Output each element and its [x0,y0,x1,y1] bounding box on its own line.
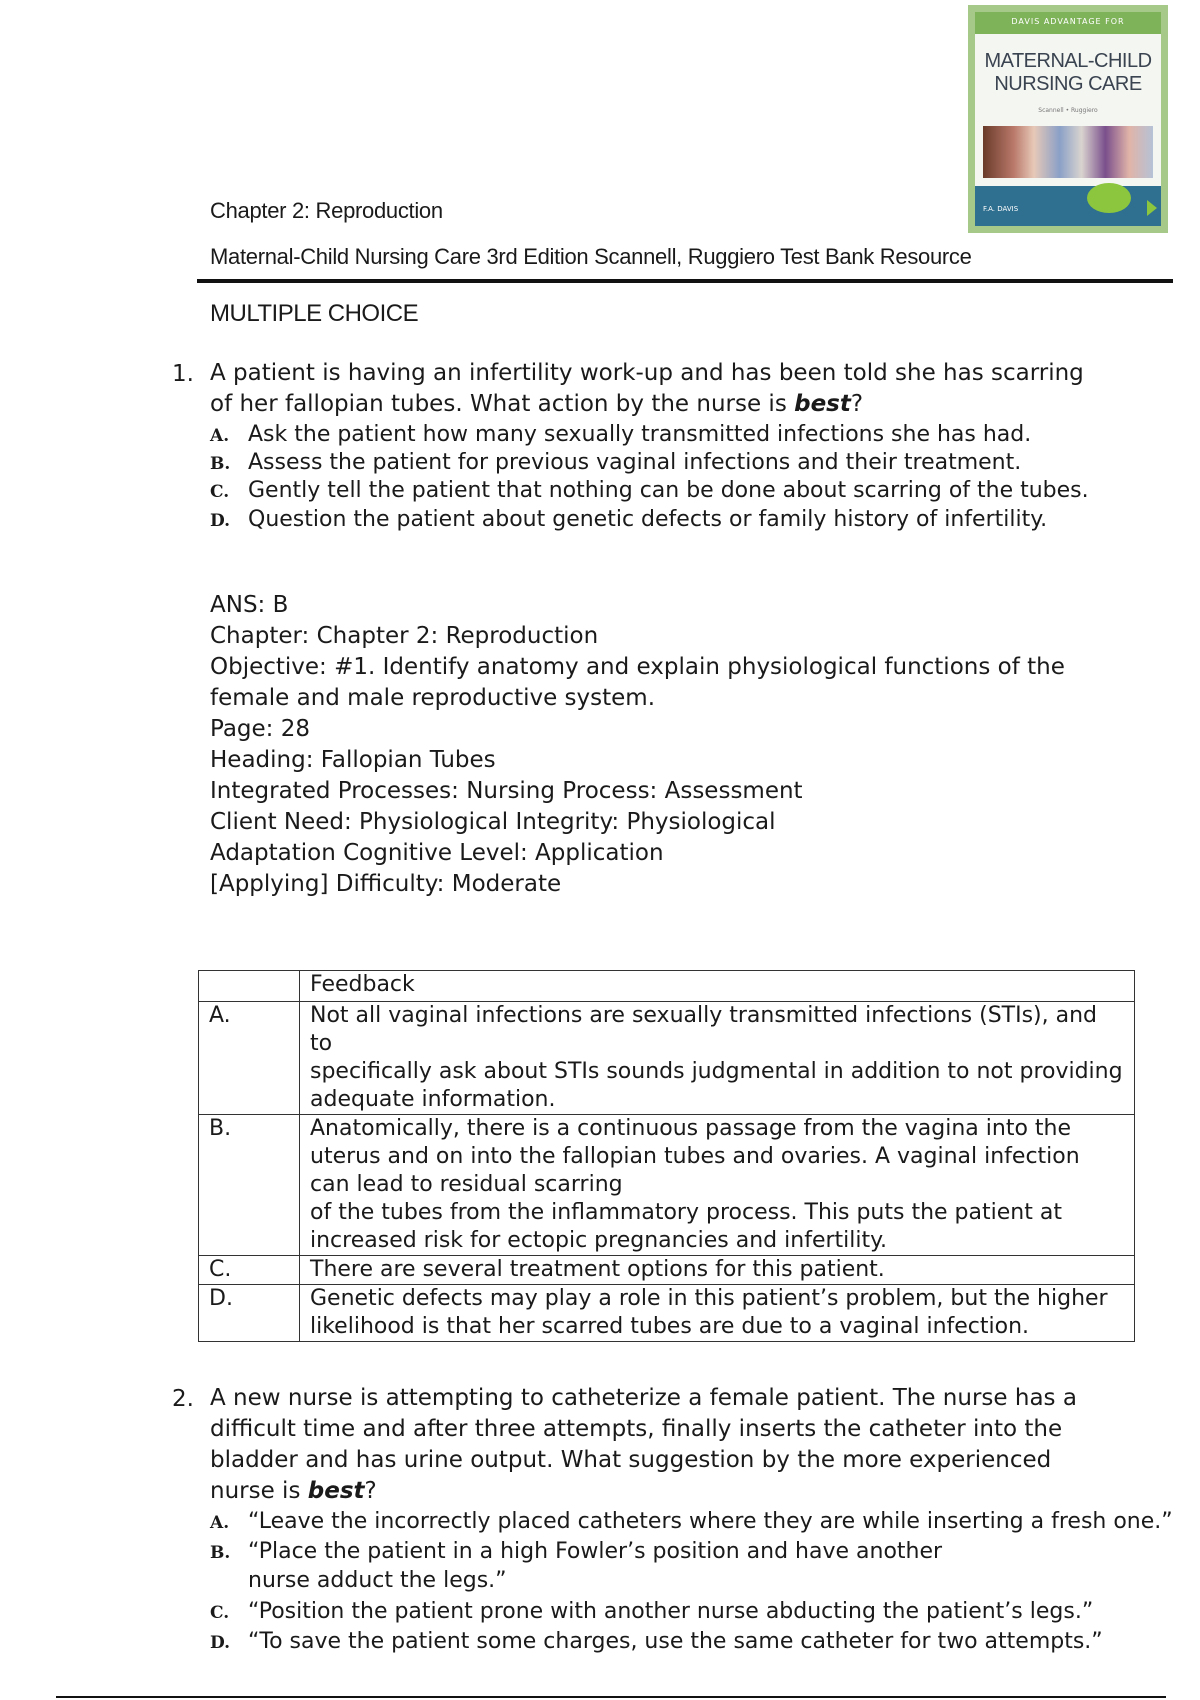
option-text: “Position the patient prone with another nurse abducting the patient’s legs.” [248,1599,1094,1624]
meta-objective-line1: Objective: #1. Identify anatomy and explain physiological functions of the [210,654,1065,680]
feedback-text [300,1285,1135,1342]
feedback-header: Feedback [300,971,1135,1002]
cover-series: DAVIS ADVANTAGE FOR [1011,17,1125,26]
feedback-line: uterus and on into the fallopian tubes and ovaries. A vaginal infection [310,1144,1080,1169]
q1-metadata [210,590,1065,900]
option-text: “To save the patient some charges, use the same catheter for two attempts.” [248,1629,1103,1654]
cover-title-line1: MATERNAL-CHILD [984,50,1152,72]
option-text: “Place the patient in a high Fowler’s position and have another [248,1539,943,1564]
option-letter: B. [210,454,231,474]
question-2-stem [210,1383,1090,1507]
q1-option-a[interactable] [210,421,1031,450]
option-letter: D. [210,511,231,531]
question-1-stem-line2 [210,389,1084,420]
section-title: MULTIPLE CHOICE [210,300,419,327]
feedback-line: Genetic defects may play a role in this patient’s problem, but the higher [310,1286,1108,1311]
feedback-line: likelihood is that her scarred tubes are due to a vaginal infection. [310,1314,1030,1339]
meta-heading: Heading: Fallopian Tubes [210,747,496,773]
book-cover-inner [975,12,1161,226]
option-text: Gently tell the patient that nothing can be done about scarring of the tubes. [248,478,1089,503]
q2-option-c[interactable] [210,1598,1093,1627]
feedback-header-empty [199,971,300,1002]
feedback-line: adequate information. [310,1087,556,1112]
cover-photo [983,126,1153,178]
feedback-table [198,970,1135,1342]
feedback-letter: D. [199,1285,300,1342]
question-1-stem-text: of her fallopian tubes. What action by the nurse is [210,391,787,417]
q2-option-d[interactable] [210,1628,1103,1657]
cover-authors: Scannell • Ruggiero [1038,107,1098,114]
feedback-line: There are several treatment options for this patient. [310,1257,885,1282]
cover-publisher: F.A. DAVIS [983,205,1019,213]
meta-objective-line2: female and male reproductive system. [210,685,656,711]
cover-title [975,50,1161,96]
chapter-title: Chapter 2: Reproduction [210,198,443,223]
cover-title-line2: NURSING CARE [994,73,1142,95]
q2-option-a[interactable] [210,1508,1173,1537]
option-text: Assess the patient for previous vaginal infections and their treatment. [248,450,1022,475]
meta-cognitive-level: Adaptation Cognitive Level: Application [210,840,664,866]
option-letter: A. [210,426,230,446]
option-letter: D. [210,1633,231,1653]
question-2-stem-line4 [210,1476,1090,1507]
meta-client-need: Client Need: Physiological Integrity: Physiological [210,809,776,835]
question-2-number: 2. [172,1386,194,1412]
q1-option-b[interactable] [210,449,1021,478]
feedback-line: Not all vaginal infections are sexually transmitted infections (STIs), and to [310,1003,1098,1056]
question-1-emphasis: best [794,391,851,417]
option-text-continued: nurse adduct the legs.” [248,1568,507,1593]
feedback-row-d [199,1285,1135,1342]
feedback-letter: B. [199,1115,300,1256]
meta-page: Page: 28 [210,716,311,742]
header-divider [197,279,1173,283]
feedback-row-b [199,1115,1135,1256]
question-1-stem [210,358,1084,420]
q2-option-b[interactable] [210,1538,942,1595]
feedback-line: can lead to residual scarring [310,1172,623,1197]
q1-option-c[interactable] [210,477,1089,506]
option-text: Question the patient about genetic defects or family history of infertility. [248,507,1048,532]
option-letter: B. [210,1543,231,1563]
feedback-line: specifically ask about STIs sounds judgmental in addition to not providing [310,1059,1123,1084]
question-2-stem-end: ? [364,1478,377,1504]
question-1-number: 1. [172,361,194,387]
option-text: Ask the patient how many sexually transmitted infections she has had. [248,422,1032,447]
feedback-letter: A. [199,1002,300,1115]
option-letter: A. [210,1513,230,1533]
feedback-text [300,1115,1135,1256]
feedback-header-row [199,971,1135,1002]
question-2-stem-text: nurse is [210,1478,301,1504]
option-text: “Leave the incorrectly placed catheters where they are while inserting a fresh one.” [248,1509,1173,1534]
question-2-stem-line1: A new nurse is attempting to catheterize a female patient. The nurse has a [210,1385,1077,1411]
question-2-emphasis: best [307,1478,365,1504]
cover-badge-icon [1087,183,1131,213]
meta-chapter: Chapter: Chapter 2: Reproduction [210,623,599,649]
feedback-text [300,1002,1135,1115]
answer-key: ANS: B [210,592,289,618]
question-2-stem-line3: bladder and has urine output. What suggestion by the more experienced [210,1447,1052,1473]
feedback-line: of the tubes from the inflammatory process. This puts the patient at [310,1200,1062,1225]
feedback-letter: C. [199,1256,300,1285]
option-letter: C. [210,482,230,502]
option-letter: C. [210,1603,230,1623]
source-title: Maternal-Child Nursing Care 3rd Edition Scannell, Ruggiero Test Bank Resource [210,244,972,269]
cover-arrow-icon [1147,200,1157,216]
meta-difficulty: [Applying] Difficulty: Moderate [210,871,562,897]
q1-option-d[interactable] [210,506,1047,535]
feedback-row-a [199,1002,1135,1115]
meta-processes: Integrated Processes: Nursing Process: Assessment [210,778,803,804]
feedback-line: Anatomically, there is a continuous passage from the vagina into the [310,1116,1071,1141]
question-2-stem-line2: difficult time and after three attempts, finally inserts the catheter into the [210,1416,1063,1442]
book-cover [968,5,1168,233]
feedback-row-c [199,1256,1135,1285]
footer-divider [56,1696,1166,1698]
feedback-text [300,1256,1135,1285]
question-1-stem-line1: A patient is having an infertility work-up and has been told she has scarring [210,360,1084,386]
question-1-stem-end: ? [850,391,864,417]
feedback-line: increased risk for ectopic pregnancies and infertility. [310,1228,887,1253]
